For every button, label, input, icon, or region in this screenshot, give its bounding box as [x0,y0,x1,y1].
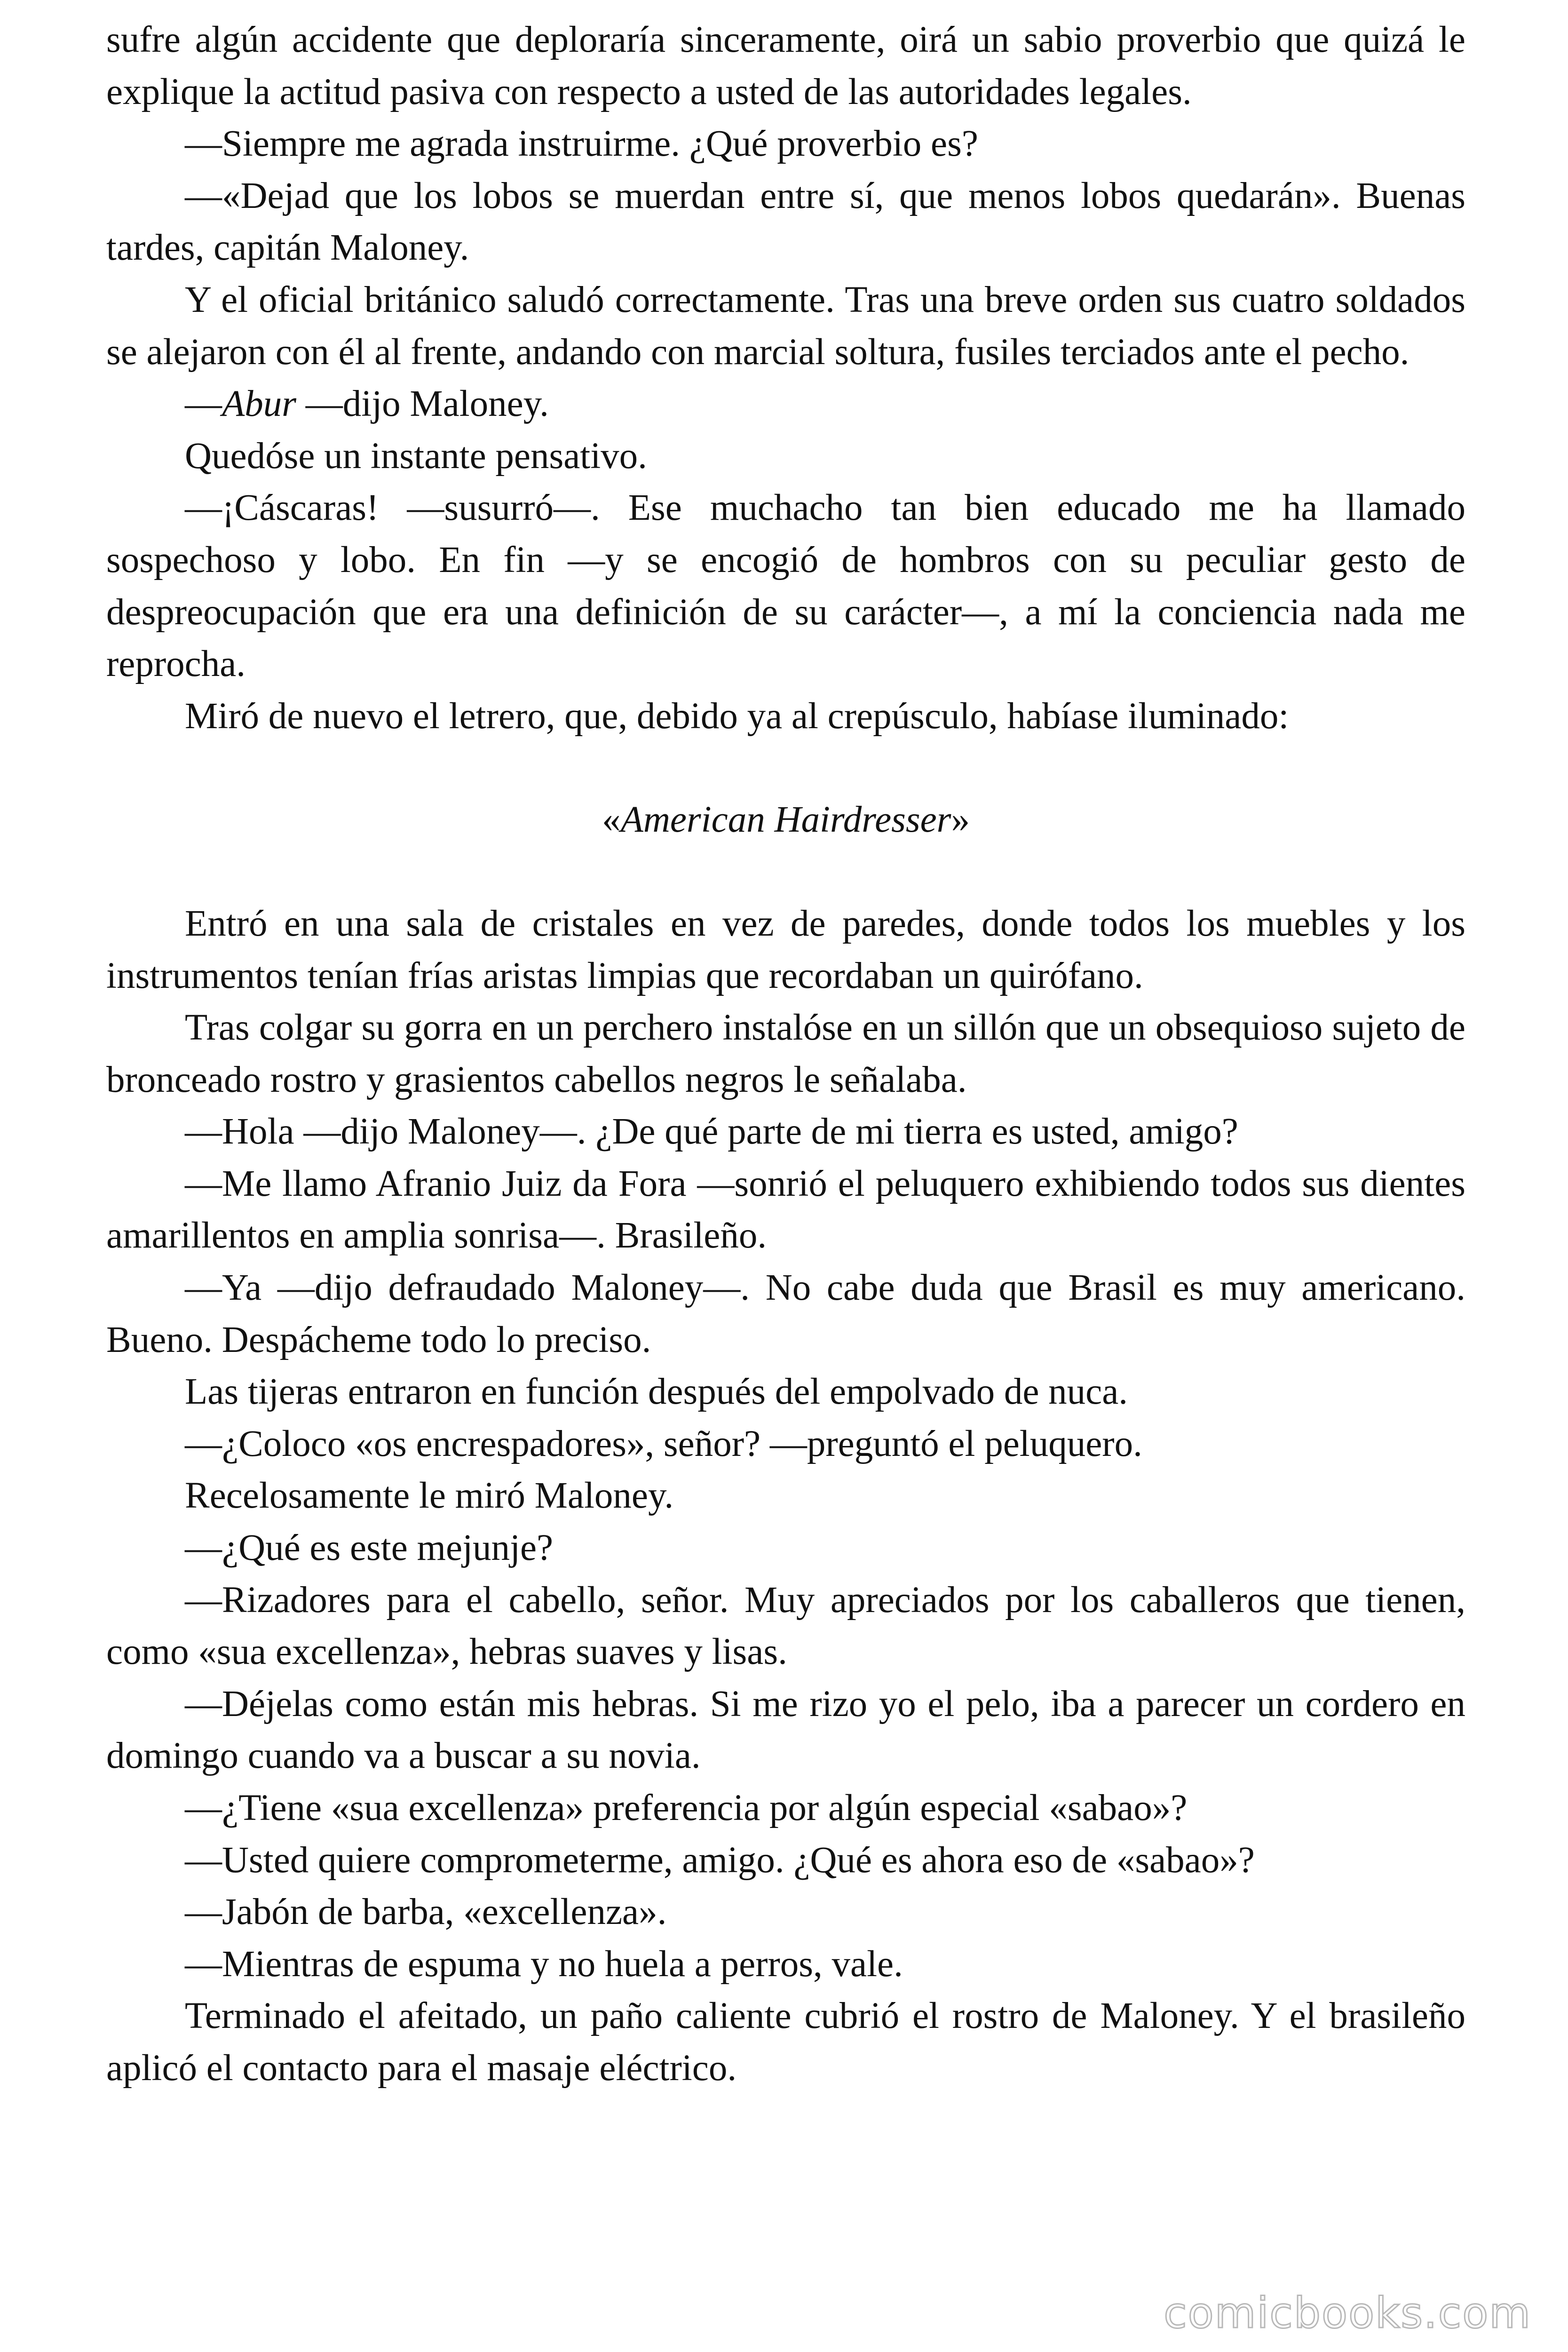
paragraph: —Déjelas como están mis hebras. Si me rizo yo el pelo, iba a parecer un cordero en domingo cuando va a buscar a su novia. [106,1683,1465,1777]
paragraph: —Jabón de barba, «excellenza». [185,1891,667,1933]
paragraph: —Me llamo Afranio Juiz da Fora —sonrió el peluquero exhibiendo todos sus dientes amarillentos en amplia sonrisa—. Brasileño. [106,1163,1465,1256]
paragraph: Entró en una sala de cristales en vez de paredes, donde todos los muebles y los instrumentos tenían frías aristas limpias que recordaban un quirófano. [106,903,1465,996]
sign-text: American Hairdresser [620,799,951,841]
dialogue-tag: —dijo Maloney. [296,383,549,425]
paragraph: Tras colgar su gorra en un perchero instalóse en un sillón que un obsequioso sujeto de bronceado rostro y grasientos cabellos negros le señalaba. [106,1007,1465,1100]
paragraph: —Mientras de espuma y no huela a perros, vale. [185,1943,903,1985]
paragraph: —¿Qué es este mejunje? [185,1527,554,1569]
paragraph: —Hola —dijo Maloney—. ¿De qué parte de mi tierra es usted, amigo? [185,1111,1238,1152]
paragraph: Miró de nuevo el letrero, que, debido ya al crepúsculo, habíase iluminado: [185,695,1289,737]
close-quote: » [951,799,970,841]
watermark: comicbooks.com [1164,2288,1531,2338]
paragraph-continuation: sufre algún accidente que deploraría sinceramente, oirá un sabio proverbio que quizá le explique la actitud pasiva con respecto a usted de las autoridades legales. [106,19,1465,112]
open-quote: « [602,799,621,841]
paragraph: Recelosamente le miró Maloney. [185,1475,674,1517]
dash: — [185,383,222,425]
paragraph: —Ya —dijo defraudado Maloney—. No cabe duda que Brasil es muy americano. Bueno. Despácheme todo lo preciso. [106,1267,1465,1360]
shop-sign-title [106,794,1465,846]
paragraph: —¿Tiene «sua excellenza» preferencia por algún especial «sabao»? [185,1788,1188,1828]
paragraph: Terminado el afeitado, un paño caliente cubrió el rostro de Maloney. Y el brasileño aplicó el contacto para el masaje eléctrico. [106,1995,1465,2089]
paragraph: —Usted quiere comprometerme, amigo. ¿Qué es ahora eso de «sabao»? [185,1839,1255,1881]
italic-word: Abur [222,383,296,425]
paragraph-abur [106,378,1465,430]
paragraph: Y el oficial británico saludó correctamente. Tras una breve orden sus cuatro soldados se alejaron con él al frente, andando con marcial soltura, fusiles terciados ante el pecho. [106,279,1465,373]
paragraph: Las tijeras entraron en función después del empolvado de nuca. [185,1371,1128,1413]
paragraph: —«Dejad que los lobos se muerdan entre sí, que menos lobos quedarán». Buenas tardes, capitán Maloney. [106,175,1465,269]
paragraph: —Rizadores para el cabello, señor. Muy apreciados por los caballeros que tienen, como «sua excellenza», hebras suaves y lisas. [106,1579,1465,1673]
paragraph: —¡Cáscaras! —susurró—. Ese muchacho tan bien educado me ha llamado sospechoso y lobo. En fin —y se encogió de hombros con su peculiar gesto de despreocupación que era una definición de su carácter—, a mí la conciencia nada me reprocha. [106,487,1465,685]
paragraph: —Siempre me agrada instruirme. ¿Qué proverbio es? [185,123,978,165]
paragraph: Quedóse un instante pensativo. [185,435,647,477]
paragraph: —¿Coloco «os encrespadores», señor? —preguntó el peluquero. [185,1423,1142,1464]
book-page-text [106,14,1465,2095]
